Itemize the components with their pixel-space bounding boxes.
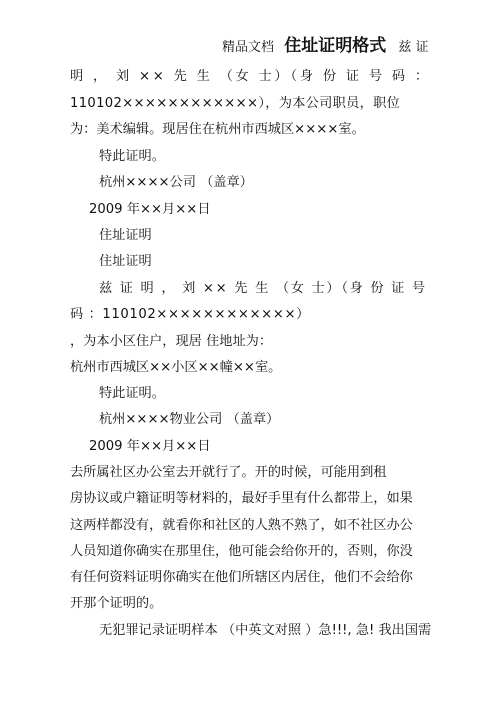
advice-line-1: 去所属社区办公室去开就行了。开的时候，可能用到租	[70, 465, 387, 480]
cert1-line-3: 为：美术编辑。现居住在杭州市西城区××××室。	[70, 122, 365, 137]
cert1-line-1	[70, 68, 431, 86]
cert1-line-1-text: 明 ， 刘 ×× 先 生 （女 士）（身 份 证 号 码 ：	[70, 69, 431, 84]
advice-line-2: 房协议或户籍证明等材料的，最好手里有什么都带上，如果	[70, 491, 413, 506]
cert2-line-3: ，为本小区住户，现居 住地址为：	[70, 334, 273, 349]
advice-line-4: 人员知道你确实在那里住，他可能会给你开的，否则，你没	[70, 544, 413, 559]
cert1-special: 特此证明。	[99, 149, 165, 164]
document-header	[222, 37, 429, 57]
cert2-title-b: 住址证明	[99, 254, 152, 269]
cert1-line-2: 110102××××××××××××），为本公司职员，职位	[70, 96, 401, 111]
cert2-line-2: 码 ：110102××××××××××××）	[70, 307, 310, 322]
cert2-special: 特此证明。	[99, 386, 165, 401]
advice-line-3: 这两样都没有，就看你和社区的人熟不熟了，如不社区办公	[70, 518, 413, 533]
cert2-date: 2009 年××月××日	[89, 439, 211, 454]
document-title: 住址证明格式	[284, 36, 387, 56]
advice-line-6: 开那个证明的。	[70, 596, 163, 611]
cert2-company: 杭州××××物业公司 （盖章）	[99, 412, 280, 427]
cert2-line-4: 杭州市西城区××小区××幢××室。	[70, 360, 282, 375]
footer-line: 无犯罪记录证明样本 （中英文对照 ）急!!!, 急! 我出国需	[99, 623, 432, 638]
header-tag: 精品文档	[222, 40, 275, 55]
advice-line-5: 有任何资料证明你确实在他们所辖区内居住，他们不会给你	[70, 570, 413, 585]
header-tail: 兹 证	[398, 40, 429, 55]
cert2-line-1: 兹 证 明 ， 刘 ×× 先 生 （女 士）（身 份 证 号	[99, 281, 427, 296]
cert1-date: 2009 年××月××日	[89, 202, 211, 217]
cert2-title-a: 住址证明	[99, 228, 152, 243]
cert1-company: 杭州××××公司 （盖章）	[99, 175, 253, 190]
